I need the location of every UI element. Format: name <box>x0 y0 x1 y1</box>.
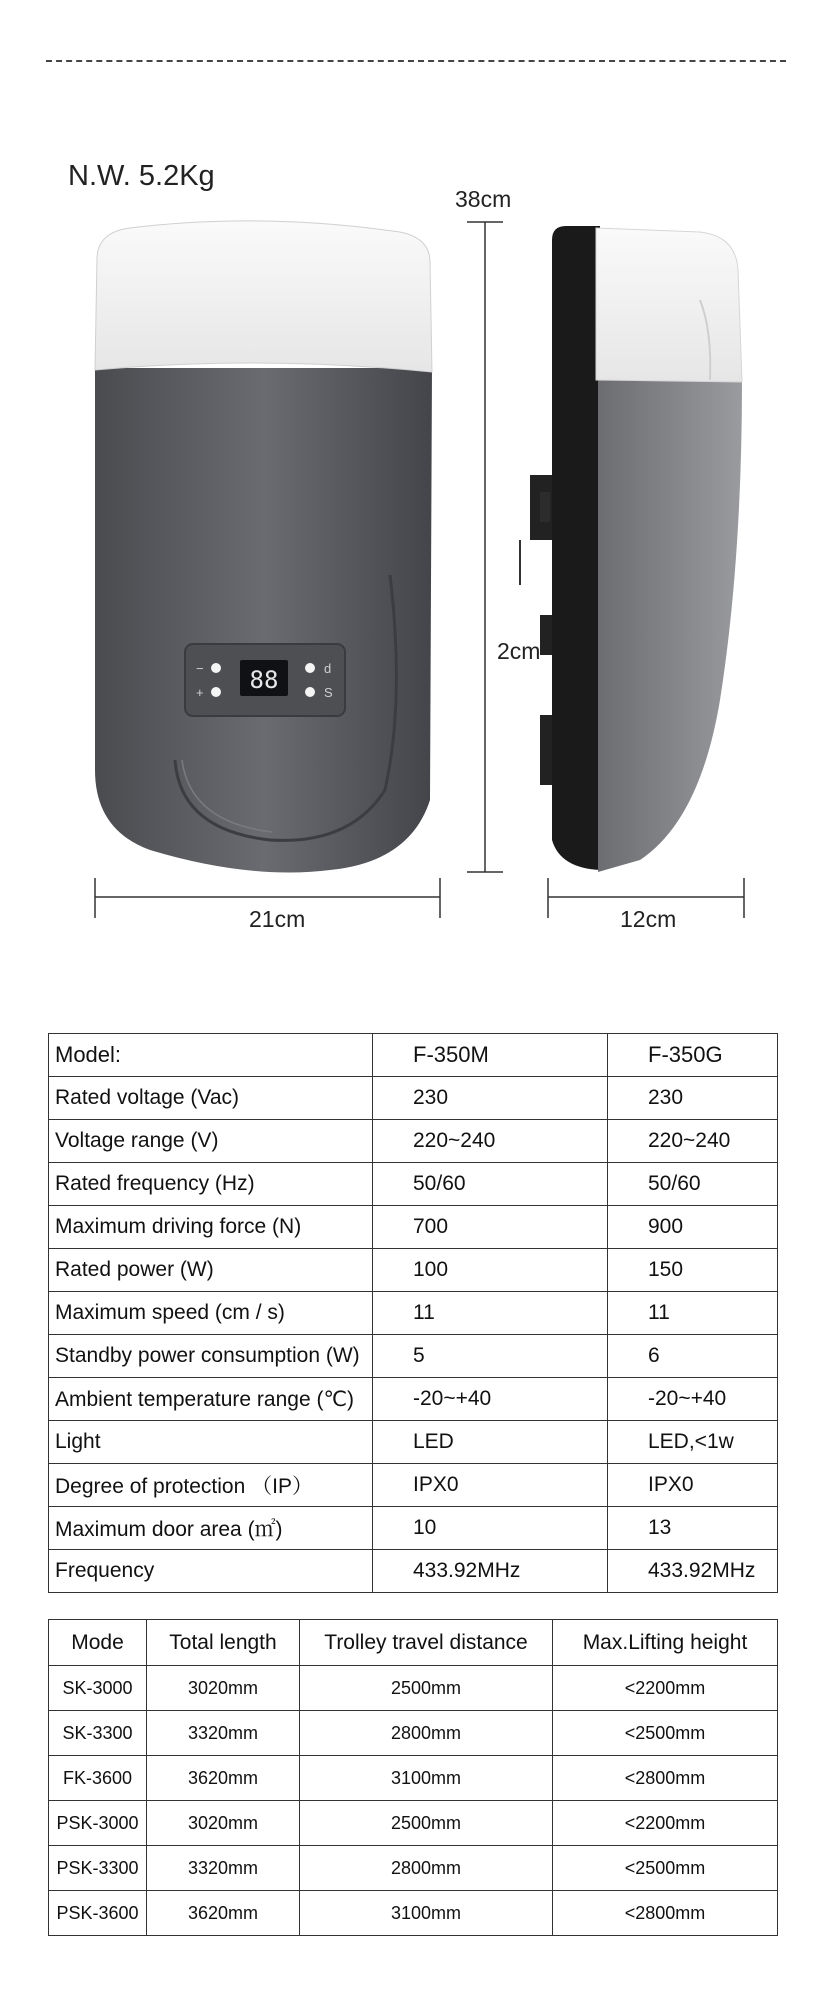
width-dimension-line <box>95 878 440 918</box>
spec-row <box>49 1378 778 1421</box>
opener-front-view <box>95 221 432 873</box>
mode-cell: 3320mm <box>147 1846 300 1891</box>
spec-value-cell: F-350G <box>608 1034 778 1077</box>
mode-row <box>49 1801 778 1846</box>
spec-table <box>48 1033 778 1593</box>
panel-button-plus[interactable] <box>211 687 221 697</box>
spec-row <box>49 1077 778 1120</box>
mode-cell: <2200mm <box>553 1801 778 1846</box>
spec-label-cell: Rated voltage (Vac) <box>49 1077 373 1120</box>
front-light-cover <box>95 221 432 372</box>
spec-value-cell: 13 <box>608 1507 778 1550</box>
spec-row <box>49 1550 778 1593</box>
spec-value-cell: 11 <box>373 1292 608 1335</box>
spec-value-cell: LED,<1w <box>608 1421 778 1464</box>
spec-value-cell: IPX0 <box>373 1464 608 1507</box>
spec-label-cell: Degree of protection （IP） <box>49 1464 373 1507</box>
spec-value-cell: F-350M <box>373 1034 608 1077</box>
mode-cell: <2200mm <box>553 1666 778 1711</box>
spec-row <box>49 1249 778 1292</box>
mode-cell: 2500mm <box>300 1801 553 1846</box>
rail-gap-dimension-label: 2cm <box>497 638 541 664</box>
spec-value-cell: 433.92MHz <box>373 1550 608 1593</box>
dashed-divider <box>46 60 786 62</box>
spec-value-cell: -20~+40 <box>608 1378 778 1421</box>
spec-value-cell: 150 <box>608 1249 778 1292</box>
panel-button-d[interactable] <box>305 663 315 673</box>
side-body-grey <box>598 380 742 872</box>
spec-label-cell: Frequency <box>49 1550 373 1593</box>
mode-cell: 2800mm <box>300 1846 553 1891</box>
mode-cell: SK-3300 <box>49 1711 147 1756</box>
panel-label-s: S <box>324 685 333 700</box>
spec-label-cell: Maximum driving force (N) <box>49 1206 373 1249</box>
spec-label-cell: Model: <box>49 1034 373 1077</box>
spec-value-cell: 230 <box>608 1077 778 1120</box>
mode-cell: 3620mm <box>147 1891 300 1936</box>
mode-cell: <2800mm <box>553 1891 778 1936</box>
mode-cell: <2500mm <box>553 1846 778 1891</box>
spec-value-cell: 100 <box>373 1249 608 1292</box>
mode-header-cell: Mode <box>49 1620 147 1666</box>
spec-value-cell: 220~240 <box>608 1120 778 1163</box>
mode-cell: 2800mm <box>300 1711 553 1756</box>
mode-row <box>49 1846 778 1891</box>
mode-header-cell: Trolley travel distance <box>300 1620 553 1666</box>
spec-label-cell: Maximum door area (㎡) <box>49 1507 373 1550</box>
spec-value-cell: 220~240 <box>373 1120 608 1163</box>
opener-side-view <box>520 226 742 872</box>
mode-cell: 2500mm <box>300 1666 553 1711</box>
mode-cell: 3620mm <box>147 1756 300 1801</box>
spec-label-cell: Standby power consumption (W) <box>49 1335 373 1378</box>
spec-value-cell: 433.92MHz <box>608 1550 778 1593</box>
spec-value-cell: LED <box>373 1421 608 1464</box>
panel-label-minus: − <box>196 661 204 676</box>
mode-table <box>48 1619 778 1936</box>
spec-label-cell: Voltage range (V) <box>49 1120 373 1163</box>
spec-label-cell: Maximum speed (cm / s) <box>49 1292 373 1335</box>
mode-cell: <2800mm <box>553 1756 778 1801</box>
spec-row <box>49 1163 778 1206</box>
spec-label-cell: Ambient temperature range (℃) <box>49 1378 373 1421</box>
spec-value-cell: 700 <box>373 1206 608 1249</box>
panel-button-s[interactable] <box>305 687 315 697</box>
mode-cell: FK-3600 <box>49 1756 147 1801</box>
spec-label-cell: Rated power (W) <box>49 1249 373 1292</box>
mode-cell: 3320mm <box>147 1711 300 1756</box>
spec-row <box>49 1507 778 1550</box>
mode-row <box>49 1756 778 1801</box>
spec-label-cell: Light <box>49 1421 373 1464</box>
depth-dimension-line <box>548 878 744 918</box>
spec-value-cell: 50/60 <box>373 1163 608 1206</box>
spec-row <box>49 1206 778 1249</box>
panel-button-minus[interactable] <box>211 663 221 673</box>
mode-cell: 3100mm <box>300 1891 553 1936</box>
mode-row <box>49 1711 778 1756</box>
panel-label-d: d <box>324 661 332 676</box>
spec-value-cell: 10 <box>373 1507 608 1550</box>
mode-row <box>49 1891 778 1936</box>
mode-cell: PSK-3600 <box>49 1891 147 1936</box>
mode-cell: PSK-3000 <box>49 1801 147 1846</box>
mode-cell: 3100mm <box>300 1756 553 1801</box>
mode-cell: SK-3000 <box>49 1666 147 1711</box>
spec-value-cell: 50/60 <box>608 1163 778 1206</box>
net-weight-label: N.W. 5.2Kg <box>68 160 215 192</box>
side-body-dark <box>552 226 600 870</box>
mode-cell: 3020mm <box>147 1801 300 1846</box>
spec-value-cell: 11 <box>608 1292 778 1335</box>
spec-header-row <box>49 1034 778 1077</box>
mode-header-cell: Max.Lifting height <box>553 1620 778 1666</box>
height-dimension-label: 38cm <box>455 186 512 212</box>
height-dimension-line <box>467 222 503 872</box>
spec-value-cell: 230 <box>373 1077 608 1120</box>
spec-value-cell: 900 <box>608 1206 778 1249</box>
spec-row <box>49 1464 778 1507</box>
spec-row <box>49 1120 778 1163</box>
panel-label-plus: + <box>196 685 204 700</box>
spec-label-cell: Rated frequency (Hz) <box>49 1163 373 1206</box>
spec-value-cell: 6 <box>608 1335 778 1378</box>
spec-row <box>49 1335 778 1378</box>
mode-cell: <2500mm <box>553 1711 778 1756</box>
mode-cell: 3020mm <box>147 1666 300 1711</box>
led-display-digits: 88 <box>249 666 279 694</box>
side-light-cover <box>596 228 742 382</box>
spec-value-cell: -20~+40 <box>373 1378 608 1421</box>
spec-row <box>49 1421 778 1464</box>
mode-header-cell: Total length <box>147 1620 300 1666</box>
product-illustration <box>0 190 821 930</box>
mode-row <box>49 1666 778 1711</box>
spec-value-cell: 5 <box>373 1335 608 1378</box>
depth-dimension-label: 12cm <box>620 906 677 932</box>
spec-value-cell: IPX0 <box>608 1464 778 1507</box>
spec-row <box>49 1292 778 1335</box>
mode-cell: PSK-3300 <box>49 1846 147 1891</box>
width-dimension-label: 21cm <box>249 906 306 932</box>
